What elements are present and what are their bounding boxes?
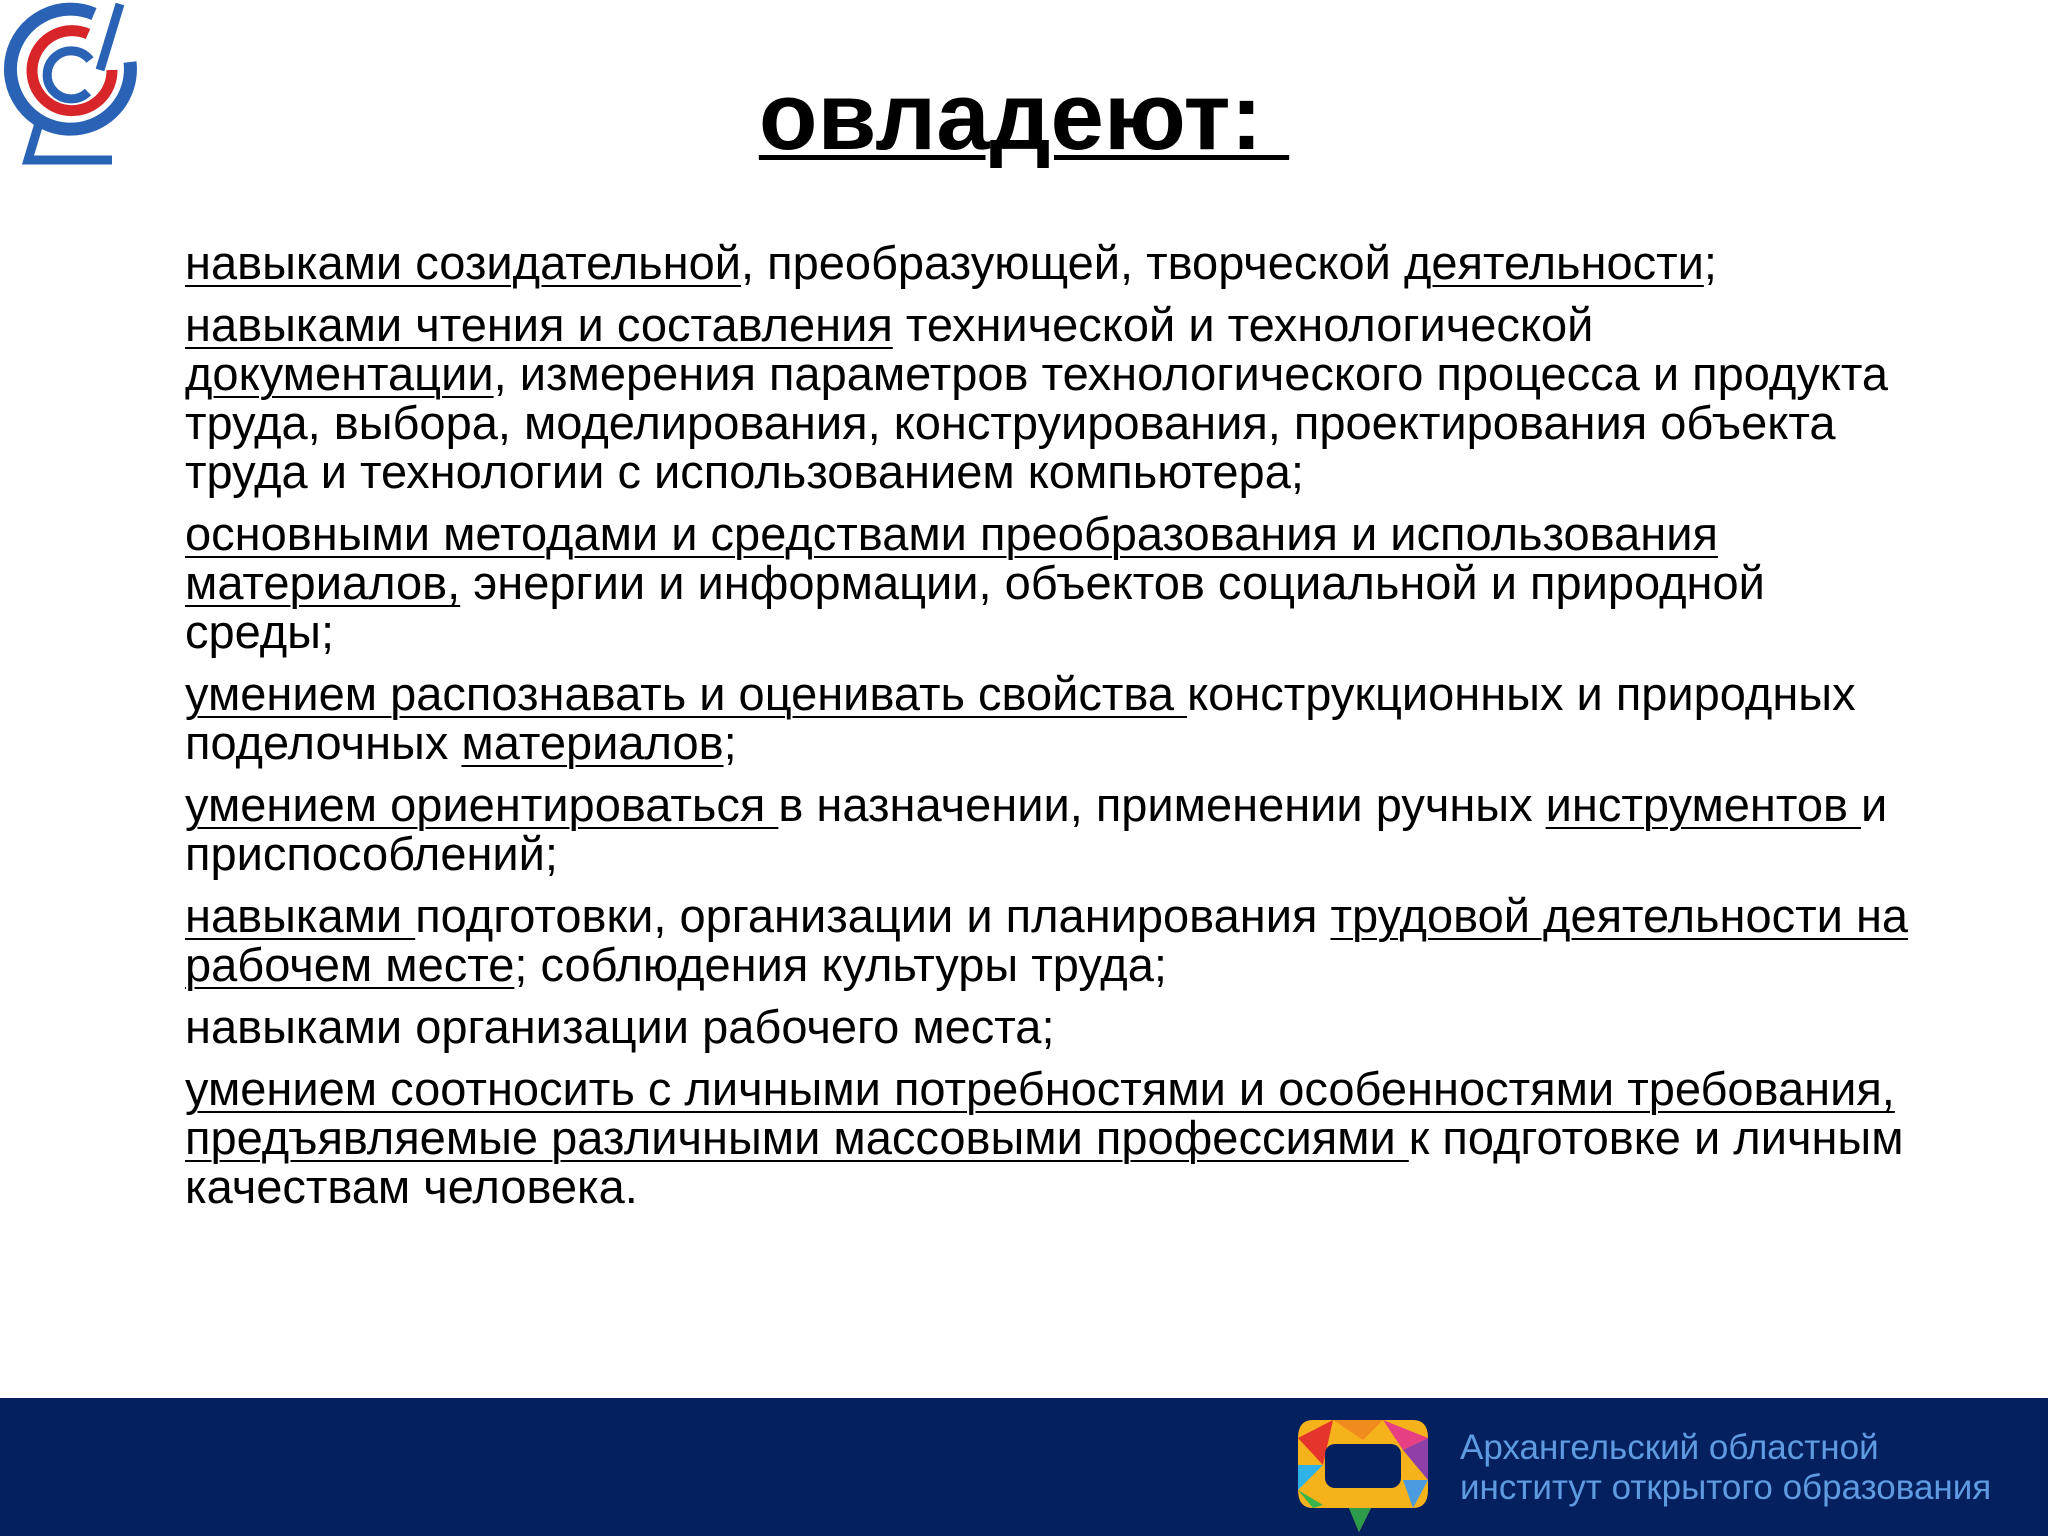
list-item [185,509,1915,656]
speech-bubble-mosaic-logo-icon [1293,1410,1433,1536]
text-segment: к подготовке и личным качествам человека. [185,1111,1904,1213]
text-segment: и приспособлений; [185,778,1888,880]
underlined-text: умением соотносить с личными потребностями и особенностями требования, предъявляемые различными массовыми профессиями [185,1062,1895,1164]
footer-bar [0,1398,2048,1536]
text-segment: энергии и информации, объектов социальной и природной среды; [185,556,1765,658]
underlined-text: трудовой деятельности на рабочем месте [185,889,1909,991]
underlined-text: умением распознавать и оценивать свойства [185,667,1188,720]
underlined-text: навыками [185,889,416,942]
list-item [185,300,1915,496]
text-segment: подготовки, организации и планирования [415,889,1331,942]
list-item [185,1002,1915,1051]
slide-title: овладеют: [758,63,1290,170]
underlined-text: инструментов [1545,778,1862,831]
text-segment: конструкционных и природных поделочных [185,667,1856,769]
list-item [185,1064,1915,1211]
underlined-text: материалов [461,716,724,769]
underlined-text: основными методами и средствами преобразования и использования материалов, [185,507,1718,609]
list-item [185,891,1915,989]
underlined-text: умением ориентироваться [185,778,779,831]
text-segment: ; соблюдения культуры труда; [514,938,1167,991]
competency-list [185,238,1915,1224]
organization-name-line-2: институт открытого образования [1460,1468,1992,1507]
text-segment: , измерения параметров технологического процесса и продукта труда, выбора, моделирования, конструирования, проектирования объекта труда и технологии с использованием компьютера; [185,347,1889,498]
text-segment: , преобразующей, творческой [741,236,1404,289]
list-item [185,780,1915,878]
underlined-text: деятельности [1403,236,1704,289]
underlined-text: навыками созидательной [185,236,742,289]
underlined-text: навыками чтения и составления [185,298,893,351]
text-segment: навыками организации рабочего места; [185,1000,1055,1053]
text-segment: в назначении, применении ручных [778,778,1546,831]
organization-name-line-1: Архангельский областной [1460,1428,1879,1467]
list-item [185,669,1915,767]
list-item [185,238,1915,287]
organization-name [1460,1428,1991,1508]
text-segment: ; [1703,236,1717,289]
text-segment: ; [723,716,737,769]
underlined-text: документации [185,347,494,400]
text-segment: технической и технологической [892,298,1594,351]
